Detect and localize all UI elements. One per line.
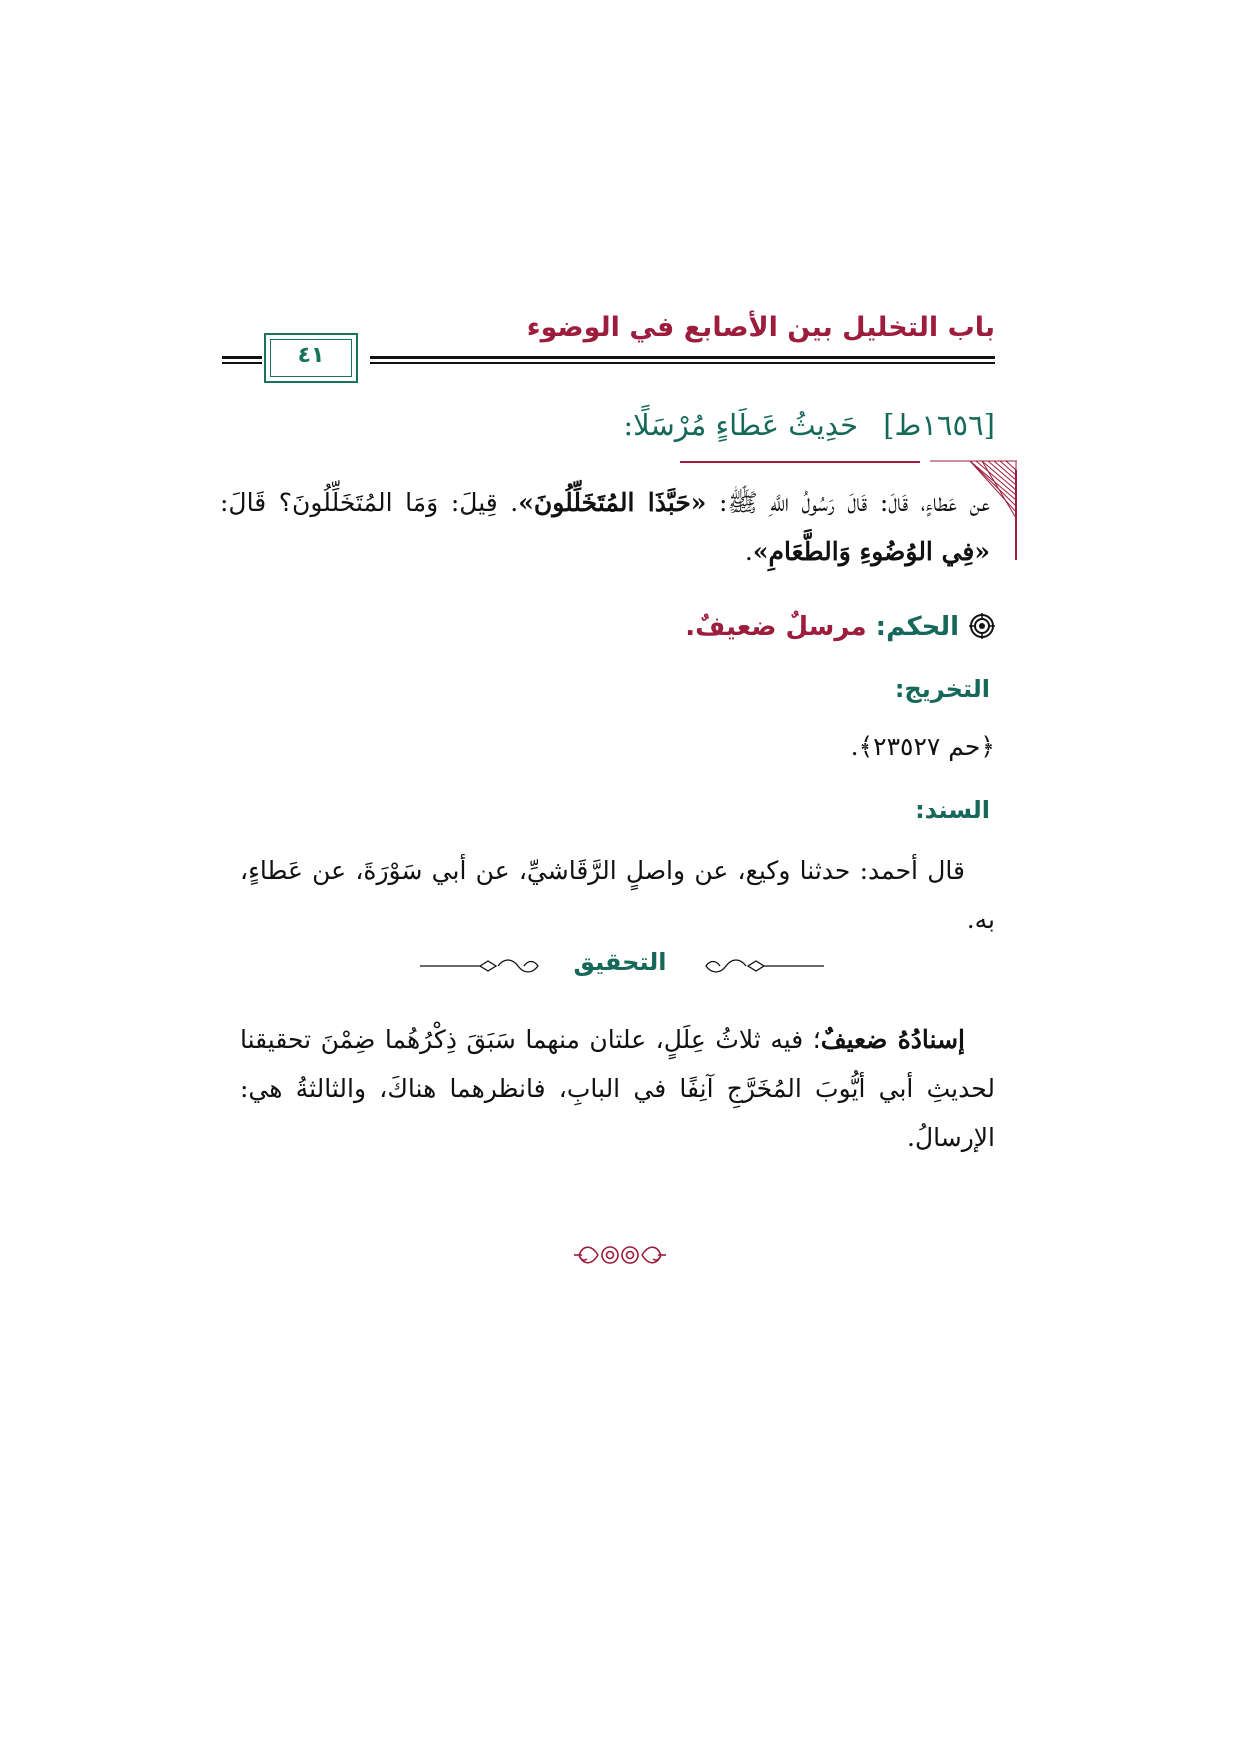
- ruling-line: [685, 612, 995, 642]
- hadith-title: حَدِيثُ عَطَاءٍ مُرْسَلًا:: [623, 408, 858, 442]
- end-ornament-icon: [570, 1235, 670, 1275]
- tahqiq-paragraph: [240, 1015, 995, 1162]
- hadith-matn: [220, 478, 990, 576]
- rosette-icon: [969, 613, 995, 639]
- tahqiq-text: ؛ فيه ثلاثُ عِلَلٍ، علتان منهما سَبَقَ ذِكْرُهُما ضِمْنَ تحقيقنا لحديثِ أبي أيُّوبَ المُخَرَّجِ آنِفًا في البابِ، فانظرهما هناكَ، والثالثةُ هي: الإرسالُ.: [240, 1025, 995, 1152]
- matn-frame-top-line: [680, 461, 920, 463]
- tahqiq-heading: التحقيق: [560, 948, 680, 976]
- matn-quote-2: «فِي الوُضُوءِ وَالطَّعَامِ»: [752, 537, 990, 566]
- ruling-value: مرسلٌ ضعيفٌ.: [685, 612, 867, 642]
- hadith-number: [١٦٥٦ط]: [883, 408, 995, 442]
- header-rule-left: [222, 356, 262, 359]
- sanad-paragraph: [240, 846, 995, 944]
- matn-part-1: عن عَطاءٍ، قَالَ: قَالَ رَسُولُ اللَّهِ ﷺ:: [706, 488, 990, 517]
- matn-quote-1: «حَبَّذَا المُتَخَلِّلُونَ»: [518, 488, 707, 517]
- takhrij-label: التخريج:: [894, 675, 990, 703]
- matn-part-2: . قِيلَ: وَمَا المُتَخَلِّلُونَ؟ قَالَ:: [220, 488, 519, 517]
- sanad-label: السند:: [915, 796, 990, 824]
- page-number: ٤١: [297, 343, 325, 368]
- hadith-heading: [623, 408, 995, 442]
- header-rule-right: [370, 356, 995, 359]
- matn-part-3: .: [744, 537, 753, 566]
- takhrij-text: ﴿حم ٢٣٥٢٧﴾.: [850, 732, 995, 761]
- header-rule-left-thin: [222, 362, 262, 364]
- page-number-frame: [264, 333, 358, 383]
- header-rule-right-thin: [370, 362, 995, 364]
- ruling-label: الحكم:: [875, 612, 959, 642]
- sanad-text: قال أحمد: حدثنا وكيع، عن واصلٍ الرَّقَاشيِّ، عن أبي سَوْرَةَ، عن عَطاءٍ، به.: [240, 856, 995, 934]
- tahqiq-bold-start: إسنادُهُ ضعيفٌ: [820, 1025, 965, 1054]
- running-header-title: باب التخليل بين الأصابع في الوضوء: [526, 312, 995, 343]
